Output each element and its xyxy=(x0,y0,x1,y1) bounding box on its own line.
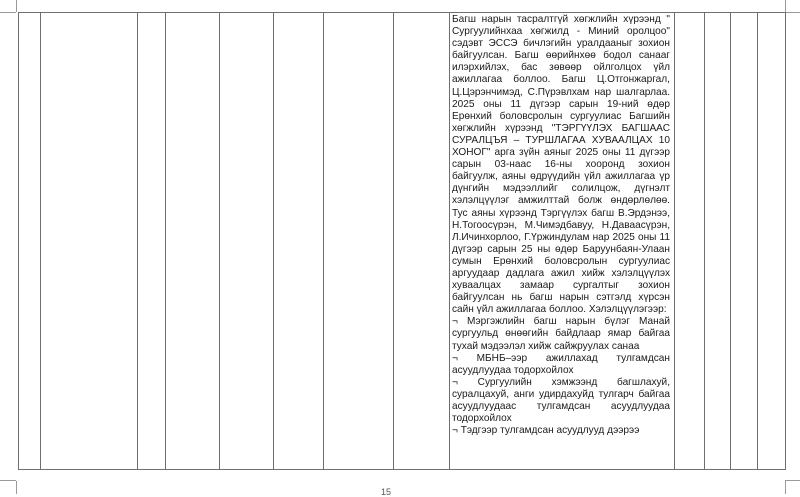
crop-mark-top-left-v xyxy=(16,0,17,12)
crop-mark-bottom-right-h xyxy=(785,480,800,481)
crop-mark-bottom-right-v xyxy=(785,481,786,494)
table-column-border xyxy=(704,12,705,470)
table-column-border xyxy=(674,12,675,470)
table-bottom-border xyxy=(18,469,785,470)
table-top-border xyxy=(18,12,785,13)
table-column-border xyxy=(40,12,41,470)
table-column-border xyxy=(730,12,731,470)
crop-mark-top-left-h xyxy=(0,12,16,13)
cell-paragraph: Багш нарын тасралтгүй хөгжлийн хүрээнд " Сургуулийнхаа хөгжилд - Миний оролцоо" сэдэвт ЭССЭ бичлэгийн уралдааныг зохион байгуулсан. Багш өөрийнхөө бодол санааг илэрхийлэх, бас зөвөөр ойлголцох үйл ажиллагаа боллоо. Багш Ц.Отгонжаргал, Ц.Цэрэнчимэд, С.Пүрэвлхам нар шалгарлаа. 2025 оны 11 дүгээр сарын 19-ний өдөр Ерөнхий боловсролын сургуулиас Багшийн хөгжлийн хүрээнд "ТЭРГҮҮЛЭХ БАГШААС СУРАЛЦЪЯ – ТУРШЛАГАА ХУВААЛЦАХ 10 ХОНОГ" арга зүйн аяныг 2025 оны 11 дүгээр сарын 03-наас 16-ны хооронд зохион байгуулж, аяны өдрүүдийн үйл ажиллагаа үр дүнгийн мэдээллийг солилцож, дүгнэлт хэлэлцүүлэг амжилттай болж өндөрлөлөө. Тус аяны хүрээнд Тэргүүлэх багш В.Эрдэнээ, Н.Тогоосүрэн, М.Чимэдбавуу, Н.Даваасүрэн, Л.Ичинхорлоо, Г.Үржиндулам нар 2025 оны 11 дүгээр сарын 25 ны өдөр Баруунбаян-Улаан сумын Ерөнхий боловсролын сургуулиас аргуудаар дадлага ажил хийж хэлэлцүүлэх хуваалцах замаар сургалтыг зохион байгуулсан нь багш нарын сэтгэлд хүрсэн сайн үйл ажиллагаа боллоо. Хэлэлцүүлэгээр: xyxy=(452,14,670,316)
table-column-border xyxy=(18,12,19,470)
cell-bullet-item: ¬ МБНБ–ээр ажиллахад тулгамдсан асуудлуудаа тодорхойлох xyxy=(452,352,670,376)
table-column-border xyxy=(757,12,758,470)
cell-bullet-item: ¬ Сургуулийн хэмжээнд багшлахуй, суралцахуй, анги удирдахуйд тулгарч байгаа асуудлуудаас тулгамдсан асуудлуудаа тодорхойлох xyxy=(452,376,670,425)
cell-bullet-item: ¬ Тэдгээр тулгамдсан асуудлууд дээрээ xyxy=(452,425,640,437)
table-column-border xyxy=(323,12,324,470)
table-column-border xyxy=(785,12,786,470)
crop-mark-bottom-left-h xyxy=(0,480,16,481)
table-column-border xyxy=(393,12,394,470)
table-text-cell xyxy=(452,14,670,437)
table-column-border xyxy=(449,12,450,470)
table-column-border xyxy=(165,12,166,470)
table-column-border xyxy=(273,12,274,470)
table-column-border xyxy=(219,12,220,470)
crop-mark-top-right-h xyxy=(785,12,800,13)
cell-bullet-item: ¬ Мэргэжлийн багш нарын бүлэг Манай сургуульд өнөөгийн байдлаар ямар байгаа тухай мэдээлэл хийж сайжруулах санаа xyxy=(452,316,670,352)
crop-mark-top-right-v xyxy=(785,0,786,12)
table-column-border xyxy=(137,12,138,470)
crop-mark-bottom-left-v xyxy=(16,481,17,494)
page-number: 15 xyxy=(380,487,391,497)
